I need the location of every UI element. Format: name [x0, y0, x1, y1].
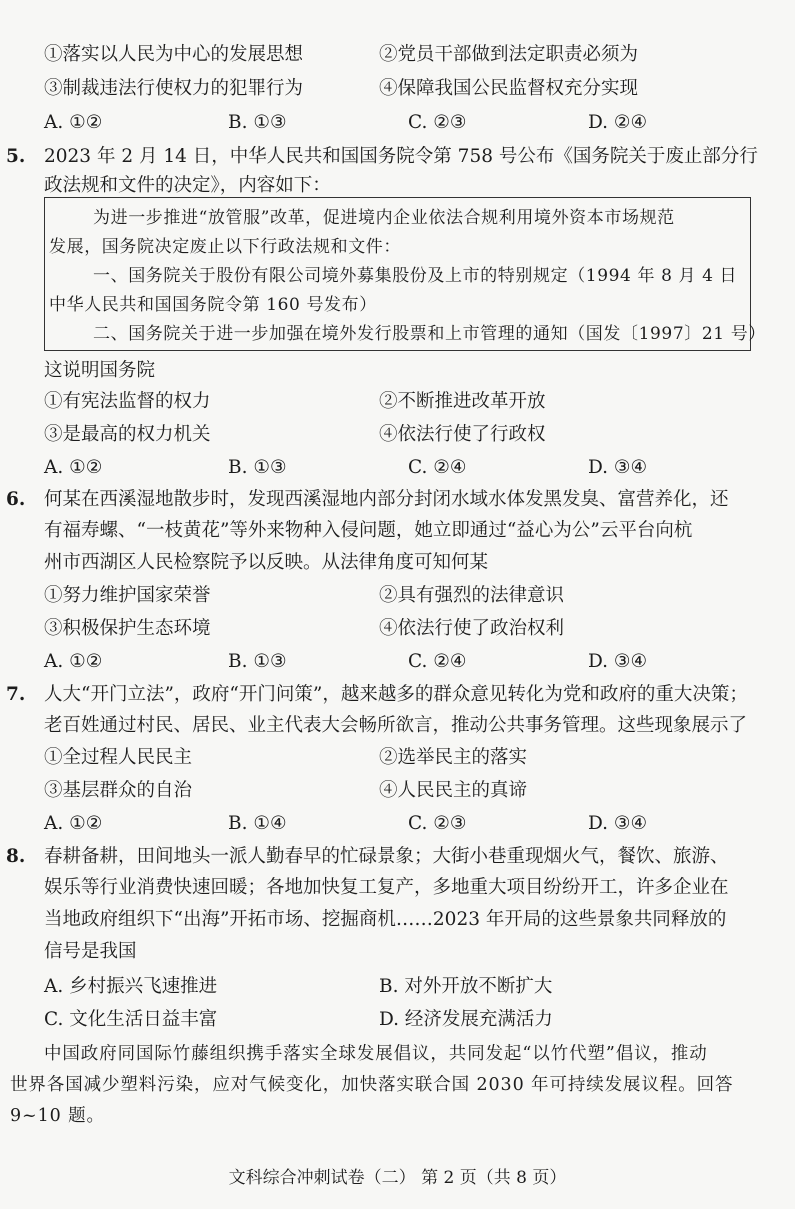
q7-number: 7. — [6, 684, 26, 705]
intro-line-2: 世界各国减少塑料污染，应对气候变化，加快落实联合国 2030 年可持续发展议程。回答 — [10, 1075, 734, 1095]
q5-box-line-1: 为进一步推进“放管服”改革，促进境内企业依法合规利用境外资本市场规范 — [93, 208, 675, 228]
q6-number: 6. — [6, 489, 26, 510]
q5-box-line-5: 二、国务院关于进一步加强在境外发行股票和上市管理的通知（国发〔1997〕21 号） — [93, 324, 766, 344]
q5-option-3: ③是最高的权力机关 — [44, 424, 211, 445]
q6-choice-b: B. ①③ — [228, 651, 287, 672]
q5-choice-d: D. ③④ — [588, 457, 648, 478]
q5-quote-box — [44, 197, 766, 351]
q8-choice-d: D. 经济发展充满活力 — [379, 1009, 553, 1030]
q5-choice-a: A. ①② — [44, 457, 103, 478]
q8-stem-line-4: 信号是我国 — [44, 941, 137, 962]
q7-choice-d: D. ③④ — [588, 813, 648, 834]
q7-stem-line-1: 人大“开门立法”，政府“开门问策”，越来越多的群众意见转化为党和政府的重大决策； — [44, 684, 748, 705]
q6-option-3: ③积极保护生态环境 — [44, 618, 211, 639]
q7-option-2: ②选举民主的落实 — [379, 747, 528, 768]
q4-choice-b: B. ①③ — [228, 112, 287, 133]
q5-option-4: ④依法行使了行政权 — [379, 424, 546, 445]
q5-choice-b: B. ①③ — [228, 457, 287, 478]
intro-line-1: 中国政府同国际竹藤组织携手落实全球发展倡议，共同发起“以竹代塑”倡议，推动 — [44, 1044, 708, 1064]
q7-option-1: ①全过程人民民主 — [44, 747, 193, 768]
q8-choice-a: A. 乡村振兴飞速推进 — [44, 976, 218, 997]
q7-choice-c: C. ②③ — [408, 813, 467, 834]
q8-choice-b: B. 对外开放不断扩大 — [379, 976, 553, 997]
q6-option-4: ④依法行使了政治权利 — [379, 618, 565, 639]
q8-stem-line-2: 娱乐等行业消费快速回暖；各地加快复工复产，多地重大项目纷纷开工，许多企业在 — [44, 877, 729, 898]
q6-option-1: ①努力维护国家荣誉 — [44, 585, 211, 606]
q5-stem-line-1: 2023 年 2 月 14 日，中华人民共和国国务院令第 758 号公布《国务院关于废止部分行 — [44, 146, 758, 167]
q8-stem-line-3: 当地政府组织下“出海”开拓市场、挖掘商机……2023 年开局的这些景象共同释放的 — [44, 909, 727, 930]
q7-stem-line-2: 老百姓通过村民、居民、业主代表大会畅所欲言，推动公共事务管理。这些现象展示了 — [44, 715, 748, 736]
q4-option-4: ④保障我国公民监督权充分实现 — [379, 78, 639, 99]
q5-stem-tail: 这说明国务院 — [44, 360, 156, 381]
q6-choice-c: C. ②④ — [408, 651, 467, 672]
q5-stem-line-2: 政法规和文件的决定》，内容如下： — [44, 175, 331, 196]
q4-option-1: ①落实以人民为中心的发展思想 — [44, 44, 304, 65]
q6-stem-line-3: 州市西湖区人民检察院予以反映。从法律角度可知何某 — [44, 552, 489, 573]
q7-choice-a: A. ①② — [44, 813, 103, 834]
q5-choice-c: C. ②④ — [408, 457, 467, 478]
q4-choice-a: A. ①② — [44, 112, 103, 133]
q5-box-line-2: 发展，国务院决定废止以下行政法规和文件： — [49, 237, 401, 257]
q4-option-2: ②党员干部做到法定职责必须为 — [379, 44, 639, 65]
q4-option-3: ③制裁违法行使权力的犯罪行为 — [44, 78, 304, 99]
q6-choice-d: D. ③④ — [588, 651, 648, 672]
intro-line-3: 9~10 题。 — [10, 1106, 105, 1126]
q4-choice-d: D. ②④ — [588, 112, 648, 133]
page-footer: 文科综合冲刺试卷（二） 第 2 页（共 8 页） — [228, 1168, 567, 1188]
q8-choice-c: C. 文化生活日益丰富 — [44, 1009, 218, 1030]
q7-option-4: ④人民民主的真谛 — [379, 780, 528, 801]
q5-box-line-4: 中华人民共和国国务院令第 160 号发布） — [49, 295, 377, 315]
q6-stem-line-2: 有福寿螺、“一枝黄花”等外来物种入侵问题，她立即通过“益心为公”云平台向杭 — [44, 520, 693, 541]
q5-option-2: ②不断推进改革开放 — [379, 391, 546, 412]
q5-number: 5. — [6, 146, 26, 167]
q7-option-3: ③基层群众的自治 — [44, 780, 193, 801]
q4-choice-c: C. ②③ — [408, 112, 467, 133]
q5-box-line-3: 一、国务院关于股份有限公司境外募集股份及上市的特别规定（1994 年 8 月 4 日 — [93, 266, 738, 286]
q8-stem-line-1: 春耕备耕，田间地头一派人勤春早的忙碌景象；大街小巷重现烟火气，餐饮、旅游、 — [44, 846, 729, 867]
q6-option-2: ②具有强烈的法律意识 — [379, 585, 565, 606]
q6-choice-a: A. ①② — [44, 651, 103, 672]
q6-stem-line-1: 何某在西溪湿地散步时，发现西溪湿地内部分封闭水域水体发黑发臭、富营养化，还 — [44, 489, 729, 510]
q7-choice-b: B. ①④ — [228, 813, 287, 834]
q8-number: 8. — [6, 846, 26, 867]
q5-option-1: ①有宪法监督的权力 — [44, 391, 211, 412]
